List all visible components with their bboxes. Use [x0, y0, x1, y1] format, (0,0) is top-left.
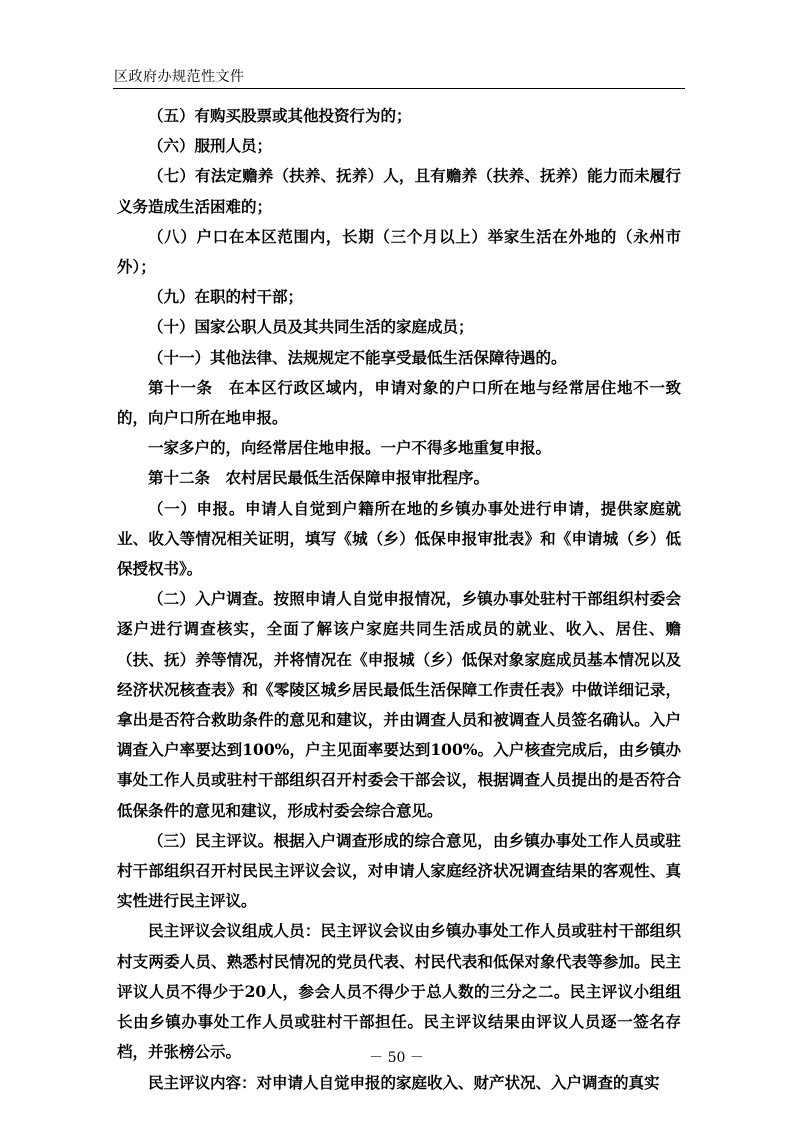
paragraph-item-11: （十一）其他法律、法规规定不能享受最低生活保障待遇的。 — [148, 347, 567, 367]
paragraph-item-6: （六）服刑人员； — [148, 136, 273, 156]
paragraph-step-democratic-review: （三）民主评议。根据入户调查形成的综合意见，由乡镇办事处工作人员或驻村干部组织召开村民民主评议会议，对申请人家庭经济状况调查结果的客观性、真实性进行民主评议。 — [117, 830, 681, 911]
paragraph-item-9: （九）在职的村干部； — [148, 287, 304, 307]
header-divider — [113, 88, 685, 89]
page-number: － 50 － — [369, 1050, 424, 1066]
paragraph-article-11: 第十一条 在本区行政区域内，申请对象的户口所在地与经常居住地不一致的，向户口所在地申报。 — [117, 377, 681, 428]
paragraph-item-5: （五）有购买股票或其他投资行为的； — [148, 106, 412, 125]
paragraph-review-members: 民主评议会议组成人员：民主评议会议由乡镇办事处工作人员或驻村干部组织村支两委人员、熟悉村民情况的党员代表、村民代表和低保对象代表等参加。民主评议人员不得少于20人，参会人员不得少于总人数的三分之二。民主评议小组组长由乡镇办事处工作人员或驻村干部担任。民主评议结果由评议人员逐一签名存档，并张榜公示。 — [117, 921, 681, 1062]
paragraph-review-content: 民主评议内容：对申请人自觉申报的家庭收入、财产状况、入户调查的真实 — [148, 1072, 660, 1092]
paragraph-step-application: （一）申报。申请人自觉到户籍所在地的乡镇办事处进行申请，提供家庭就业、收入等情况相关证明，填写《城（乡）低保申报审批表》和《申请城（乡）低保授权书》。 — [117, 498, 681, 579]
document-body — [117, 101, 681, 1098]
paragraph-item-10: （十）国家公职人员及其共同生活的家庭成员； — [148, 317, 474, 337]
paragraph-step-household-survey: （二）入户调查。按照申请人自觉申报情况，乡镇办事处驻村干部组织村委会逐户进行调查核实，全面了解该户家庭共同生活成员的就业、收入、居住、赡（扶、抚）养等情况，并将情况在《申报城（乡）低保对象家庭成员基本情况以及经济状况核查表》和《零陵区城乡居民最低生活保障工作责任表》中做详细记录，拿出是否符合救助条件的意见和建议，并由调查人员和被调查人员签名确认。入户调查入户率要达到100%，户主见面率要达到100%。入户核查完成后，由乡镇办事处工作人员或驻村干部组织召开村委会干部会议，根据调查人员提出的是否符合低保条件的意见和建议，形成村委会综合意见。 — [117, 589, 681, 820]
paragraph-article-12: 第十二条 农村居民最低生活保障申报审批程序。 — [148, 468, 490, 488]
paragraph-item-7: （七）有法定赡养（扶养、抚养）人，且有赡养（扶养、抚养）能力而未履行义务造成生活困难的； — [117, 166, 681, 216]
paragraph-article-11-note: 一家多户的，向经常居住地申报。一户不得多地重复申报。 — [148, 438, 552, 458]
document-header: 区政府办规范性文件 — [114, 69, 245, 85]
paragraph-item-8: （八）户口在本区范围内，长期（三个月以上）举家生活在外地的（永州市外）； — [117, 226, 681, 277]
